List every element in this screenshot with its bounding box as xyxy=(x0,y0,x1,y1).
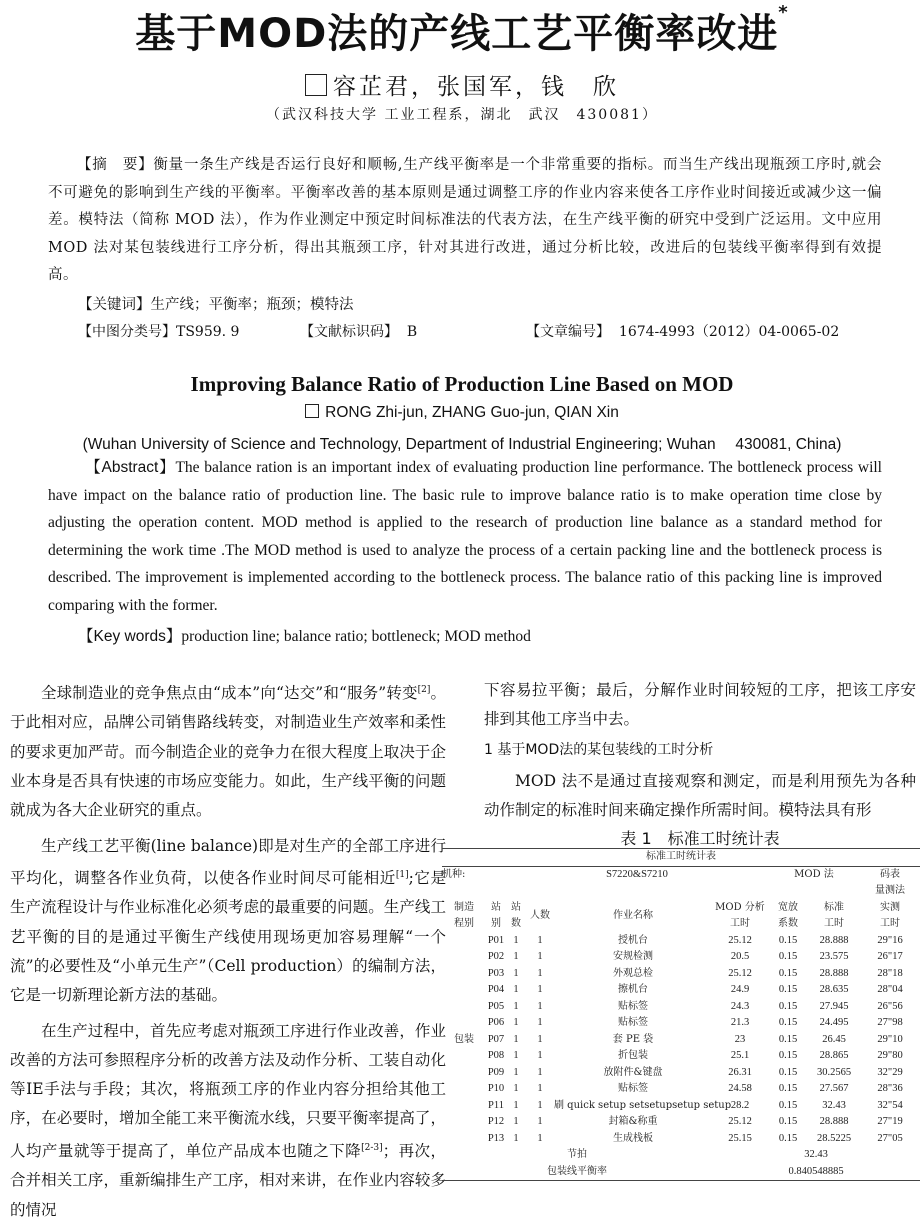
cell-measured-time: 28"18 xyxy=(877,967,903,979)
table-row xyxy=(442,1065,920,1082)
cell-measured-time: 26"56 xyxy=(877,1000,903,1012)
cell-allowance: 0.15 xyxy=(778,1132,798,1144)
takt-value: 32.43 xyxy=(804,1149,828,1161)
cell-people: 1 xyxy=(537,1132,543,1144)
cell-measured-time: 27"05 xyxy=(877,1132,903,1144)
cell-people: 1 xyxy=(537,934,543,946)
cell-process xyxy=(442,1081,486,1098)
cell-measured-time: 29"10 xyxy=(877,1033,903,1045)
cell-count: 1 xyxy=(513,1033,519,1045)
cell-people: 1 xyxy=(537,1033,543,1045)
cell-count: 1 xyxy=(513,934,519,946)
article-number: 【文章编号】 1674-4993（2012）04-0065-02 xyxy=(526,324,840,340)
table-row xyxy=(442,1081,920,1098)
header-measured-2: 工时 xyxy=(880,918,901,930)
cell-standard-time: 28.5225 xyxy=(816,1132,852,1144)
cell-people: 1 xyxy=(537,1083,543,1095)
cell-count: 1 xyxy=(513,1017,519,1029)
header-station: 站 xyxy=(491,901,501,913)
cell-process xyxy=(442,982,486,999)
cell-allowance: 0.15 xyxy=(778,1017,798,1029)
header-mod-2: 工时 xyxy=(730,918,750,930)
table-inner-title: 标准工时统计表 xyxy=(442,849,920,867)
cell-allowance: 0.15 xyxy=(778,1099,798,1111)
header-process-2: 程别 xyxy=(454,918,474,930)
cell-allowance: 0.15 xyxy=(778,1050,798,1062)
header-count: 站 xyxy=(511,901,521,913)
cell-station: P05 xyxy=(487,1000,505,1012)
cell-operation: 封箱&称重 xyxy=(608,1116,658,1128)
cell-station: P10 xyxy=(487,1083,505,1095)
cell-station: P01 xyxy=(487,934,505,946)
authors-en: RONG Zhi-jun, ZHANG Guo-jun, QIAN Xin xyxy=(0,404,924,422)
body-paragraph: 在生产过程中，首先应考虑对瓶颈工序进行作业改善，作业改善的方法可参照程序分析的改善方法及动作分析、工装自动化等IE手法与手段；其次，将瓶颈工序的作业内容分担给其他工序，在必要时，增加全能工来平衡流水线，只要平衡率提高了，人均产量就等于提高了，单位产品成本也随之下降[2-3]；再次，合并相关工序，重新编排生产工序，相对来讲，在作业内容较多的情况 xyxy=(10,1021,446,1219)
cell-process xyxy=(442,999,486,1016)
authors-cn: 容芷君，张国军，钱 欣 xyxy=(0,68,924,101)
table-row xyxy=(442,1114,920,1131)
cell-mod-time: 25.1 xyxy=(730,1050,750,1062)
body-paragraph: 下容易拉平衡；最后，分解作业时间较短的工序，把该工序安排到其他工序当中去。 xyxy=(484,681,916,729)
cell-mod-time: 23 xyxy=(734,1033,746,1045)
cell-station: P08 xyxy=(487,1050,505,1062)
table-row xyxy=(442,1131,920,1148)
header-process: 制造 xyxy=(454,901,474,913)
abstract-en-text: The balance ration is an important index of evaluating production line performance. The bottleneck process will have impact on the balance ratio of production line. The basic rule to improve balance ratio is to make operation time close by adjusting the operation content. MOD method is applied to the research of production line balance as a standard method for determining the work time .The MOD method is used to analyze the process of a certain packing line and the bottleneck process is described. The improvement is implemented according to the bottleneck process. The balance ratio of this packing line is improved comparing with the former. xyxy=(48,459,882,614)
citation: [2-3] xyxy=(361,1142,383,1153)
cell-mod-time: 25.12 xyxy=(728,967,752,979)
affiliation-cn: （武汉科技大学 工业工程系，湖北 武汉 430081） xyxy=(266,107,658,123)
cell-people: 1 xyxy=(537,984,543,996)
body-right-column xyxy=(484,676,916,825)
cell-measured-time: 28"04 xyxy=(877,984,903,996)
cell-count: 1 xyxy=(513,1099,519,1111)
cell-operation: 贴标签 xyxy=(618,1000,648,1012)
cell-standard-time: 27.945 xyxy=(819,1000,849,1012)
cell-standard-time: 26.45 xyxy=(822,1033,846,1045)
cell-operation: 外观总检 xyxy=(613,967,653,979)
cell-standard-time: 24.495 xyxy=(819,1017,849,1029)
machine-value: S7220&S7210 xyxy=(606,868,668,880)
header-standard-2: 工时 xyxy=(824,918,844,930)
cell-operation: 刷 quick setup setsetupsetup setup xyxy=(554,1099,732,1111)
cell-process xyxy=(442,933,486,950)
table-row xyxy=(442,1048,920,1065)
cell-measured-time: 32"29 xyxy=(877,1066,903,1078)
cell-people: 1 xyxy=(537,1017,543,1029)
cell-count: 1 xyxy=(513,984,519,996)
cell-standard-time: 28.635 xyxy=(819,984,849,996)
cell-mod-time: 28.2 xyxy=(730,1099,750,1111)
cell-process xyxy=(442,949,486,966)
header-station-2: 别 xyxy=(491,918,501,930)
cell-station: P04 xyxy=(487,984,505,996)
cell-standard-time: 28.888 xyxy=(819,934,849,946)
cell-allowance: 0.15 xyxy=(778,1033,798,1045)
cell-station: P06 xyxy=(487,1017,505,1029)
cell-station: P11 xyxy=(488,1099,504,1111)
paper-title: 基于MOD法的产线工艺平衡率改进* xyxy=(135,2,789,57)
abstract-en-label: 【Abstract】 xyxy=(85,459,176,476)
table-row xyxy=(442,1015,920,1032)
cell-allowance: 0.15 xyxy=(778,984,798,996)
cell-mod-time: 20.5 xyxy=(730,951,750,963)
cell-allowance: 0.15 xyxy=(778,1083,798,1095)
cell-standard-time: 28.888 xyxy=(819,1116,849,1128)
citation: [2] xyxy=(417,685,431,695)
header-measured: 实测 xyxy=(880,901,901,913)
cell-measured-time: 32"54 xyxy=(877,1099,903,1111)
cell-standard-time: 30.2565 xyxy=(816,1066,852,1078)
cell-operation: 折包装 xyxy=(618,1050,648,1062)
header-count-2: 数 xyxy=(511,918,521,930)
table-row xyxy=(442,933,920,950)
cell-count: 1 xyxy=(513,1000,519,1012)
header-mod: MOD 分析 xyxy=(715,901,765,913)
cell-operation: 贴标签 xyxy=(618,1017,648,1029)
cell-station: P02 xyxy=(487,951,505,963)
cell-people: 1 xyxy=(537,1050,543,1062)
cell-station: P09 xyxy=(487,1066,505,1078)
cell-station: P03 xyxy=(487,967,505,979)
cell-measured-time: 26"17 xyxy=(877,951,903,963)
cell-mod-time: 24.9 xyxy=(730,984,750,996)
balance-ratio-value: 0.840548885 xyxy=(712,1164,920,1181)
mod-method-label: MOD 法 xyxy=(794,868,834,880)
body-paragraph: MOD 法不是通过直接观察和测定，而是利用预先为各种动作制定的标准时间来确定操作所需时间。模特法具有形 xyxy=(484,771,916,819)
header-allowance: 宽放 xyxy=(778,901,798,913)
cell-allowance: 0.15 xyxy=(778,1000,798,1012)
body-paragraph: 生产线工艺平衡(line balance)即是对生产的全部工序进行平均化，调整各作业负荷，以使各作业时间尽可能相近[1];它是生产流程设计与作业标准化必须考虑的最重要的问题。生产线工艺平衡的目的是通过平衡生产线使用现场更加容易理解“一个流”的必要性及“小单元生产”（Cell production）的编制方法，它是一切新理论新方法的基础。 xyxy=(10,836,446,1005)
table-row xyxy=(442,982,920,999)
cell-measured-time: 27"19 xyxy=(877,1116,903,1128)
cell-count: 1 xyxy=(513,1132,519,1144)
cell-mod-time: 25.15 xyxy=(728,1132,752,1144)
cell-process xyxy=(442,1015,486,1032)
table-row xyxy=(442,1098,920,1115)
cell-measured-time: 29"16 xyxy=(877,934,903,946)
body-paragraph: 全球制造业的竞争焦点由“成本”向“达交”和“服务”转变[2]。于此相对应，品牌公司销售路线转变，对制造业生产效率和柔性的要求更加严苛。而今制造企业的竞争力在很大程度上取决于企业本身是否具有快速的市场应变能力。如此，生产线平衡的问题就成为各大企业研究的重点。 xyxy=(10,684,446,820)
stopwatch-label-2: 量测法 xyxy=(875,885,906,897)
cell-mod-time: 25.12 xyxy=(728,934,752,946)
cell-mod-time: 26.31 xyxy=(728,1066,752,1078)
takt-label: 节拍 xyxy=(567,1149,587,1161)
machine-label: 机种: xyxy=(442,868,466,880)
cell-operation: 安规检测 xyxy=(613,951,653,963)
cell-process xyxy=(442,966,486,983)
balance-ratio-label: 包装线平衡率 xyxy=(442,1164,712,1181)
cell-count: 1 xyxy=(513,951,519,963)
stopwatch-label: 码表 xyxy=(880,868,901,880)
cell-operation: 放附件&键盘 xyxy=(603,1066,663,1078)
cell-standard-time: 28.888 xyxy=(819,967,849,979)
cell-people: 1 xyxy=(537,1116,543,1128)
cell-standard-time: 23.575 xyxy=(819,951,849,963)
cell-people: 1 xyxy=(537,951,543,963)
cell-process xyxy=(442,1131,486,1148)
cell-process xyxy=(442,1048,486,1065)
header-standard: 标准 xyxy=(824,901,844,913)
cell-operation: 贴标签 xyxy=(618,1083,648,1095)
cell-measured-time: 29"80 xyxy=(877,1050,903,1062)
document-code: 【文献标识码】 B xyxy=(300,324,418,340)
keywords-cn: 【关键词】生产线；平衡率；瓶颈；模特法 xyxy=(78,297,354,313)
cell-mod-time: 21.3 xyxy=(730,1017,750,1029)
cell-station: P07 xyxy=(487,1033,505,1045)
cell-process xyxy=(442,1114,486,1131)
cell-process xyxy=(442,1065,486,1082)
cell-operation: 授机台 xyxy=(618,934,648,946)
english-title: Improving Balance Ratio of Production Line Based on MOD xyxy=(190,372,734,396)
cell-allowance: 0.15 xyxy=(778,1116,798,1128)
header-operation: 作业名称 xyxy=(613,910,653,921)
table-caption: 表 1 标准工时统计表 xyxy=(620,829,780,848)
cell-measured-time: 27"98 xyxy=(877,1017,903,1029)
cell-count: 1 xyxy=(513,1116,519,1128)
citation: [1] xyxy=(395,869,409,880)
body-left-column xyxy=(10,676,446,1231)
cell-count: 1 xyxy=(513,1050,519,1062)
cell-allowance: 0.15 xyxy=(778,1066,798,1078)
table-row xyxy=(442,999,920,1016)
abstract-cn xyxy=(48,152,882,290)
clc-number: 【中图分类号】TS959. 9 xyxy=(78,324,240,340)
cell-process: 包装 xyxy=(454,1033,474,1045)
cell-standard-time: 28.865 xyxy=(819,1050,849,1062)
cell-mod-time: 25.12 xyxy=(728,1116,752,1128)
table-row xyxy=(442,1032,920,1049)
cell-count: 1 xyxy=(513,1083,519,1095)
author-box-icon xyxy=(305,74,327,96)
header-people: 人数 xyxy=(530,910,550,921)
cell-allowance: 0.15 xyxy=(778,951,798,963)
cell-count: 1 xyxy=(513,967,519,979)
cell-mod-time: 24.58 xyxy=(728,1083,752,1095)
cell-station: P12 xyxy=(487,1116,505,1128)
keywords-en: 【Key words】production line; balance ratio; bottleneck; MOD method xyxy=(78,628,531,645)
cell-allowance: 0.15 xyxy=(778,934,798,946)
abstract-en xyxy=(48,454,882,619)
cell-station: P13 xyxy=(487,1132,505,1144)
table-row xyxy=(442,966,920,983)
cell-people: 1 xyxy=(537,1099,543,1111)
title-footnote-mark: * xyxy=(778,2,789,23)
affiliation-en: (Wuhan University of Science and Technology, Department of Industrial Engineering; Wuhan 430081, China) xyxy=(82,436,842,453)
header-allowance-2: 系数 xyxy=(778,918,798,930)
cell-people: 1 xyxy=(537,967,543,979)
cell-operation: 生成栈板 xyxy=(613,1132,653,1144)
cell-process xyxy=(442,1098,486,1115)
section-heading: 1 基于MOD法的某包装线的工时分析 xyxy=(484,741,714,758)
cell-count: 1 xyxy=(513,1066,519,1078)
cell-operation: 套 PE 袋 xyxy=(612,1033,654,1045)
cell-allowance: 0.15 xyxy=(778,967,798,979)
cell-standard-time: 32.43 xyxy=(822,1099,846,1111)
cell-operation: 擦机台 xyxy=(618,984,648,996)
cell-measured-time: 28"36 xyxy=(877,1083,903,1095)
author-box-icon xyxy=(305,404,319,418)
cell-people: 1 xyxy=(537,1000,543,1012)
cell-people: 1 xyxy=(537,1066,543,1078)
cell-standard-time: 27.567 xyxy=(819,1083,849,1095)
standard-time-table xyxy=(442,848,920,1181)
abstract-cn-text: 衡量一条生产线是否运行良好和顺畅,生产线平衡率是一个非常重要的指标。而当生产线出现瓶颈工序时,就会不可避免的影响到生产线的平衡率。平衡率改善的基本原则是通过调整工序的作业内容来使各工序作业时间接近或减少这一偏差。模特法（简称 MOD 法），作为作业测定中预定时间标准法的代表方法，在生产线平衡的研究中受到广泛运用。文中应用 MOD 法对某包装线进行工序分析，得出其瓶颈工序，针对其进行改进，通过分析比较，改进后的包装线平衡率得到有效提高。 xyxy=(48,157,883,283)
cell-mod-time: 24.3 xyxy=(730,1000,750,1012)
table-row xyxy=(442,949,920,966)
abstract-cn-label: 【摘 要】 xyxy=(77,157,154,173)
